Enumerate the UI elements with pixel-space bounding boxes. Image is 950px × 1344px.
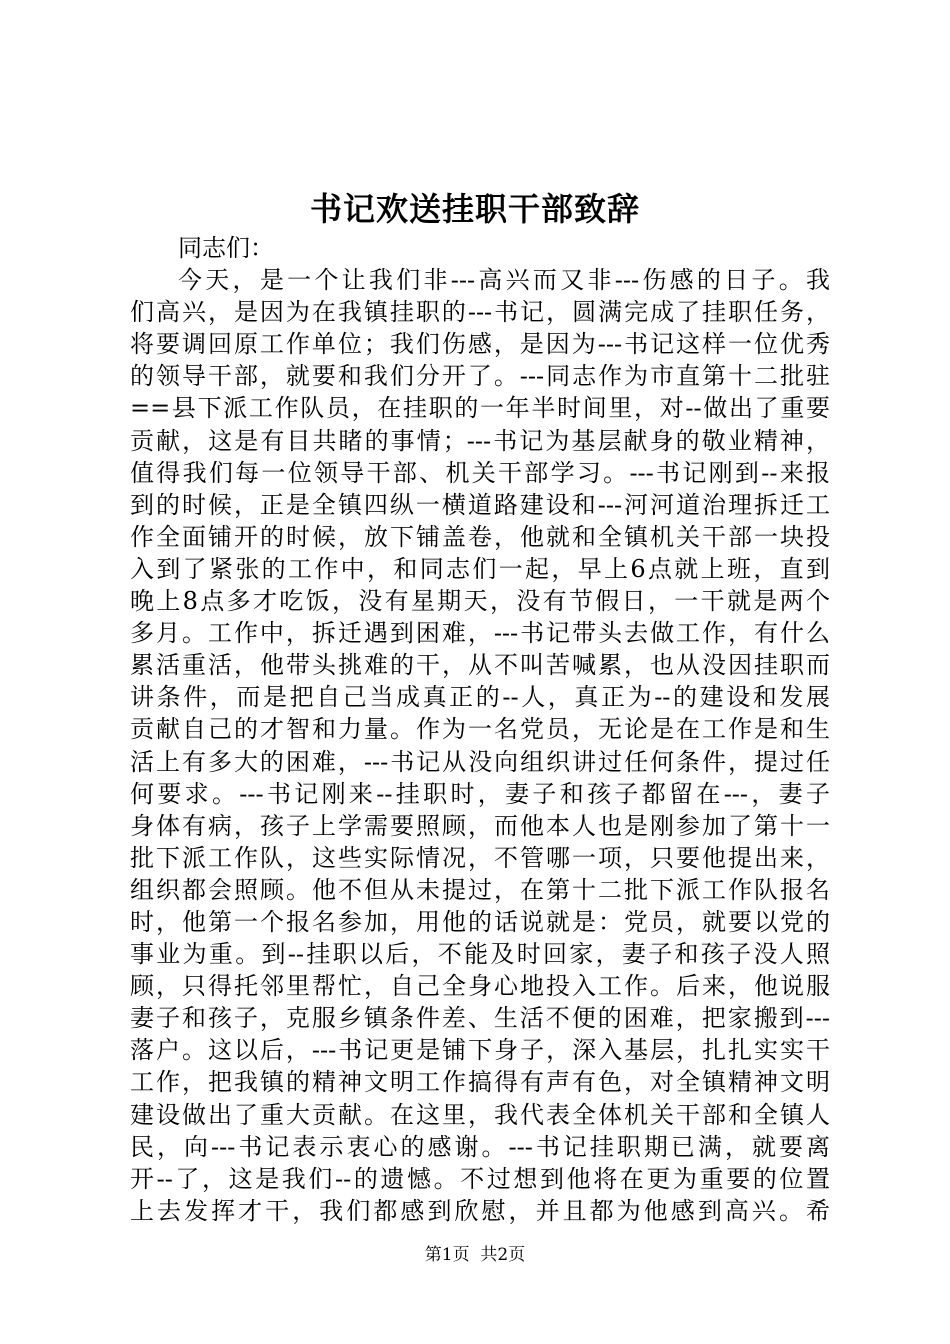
paragraph-line: 晚上8点多才吃饭，没有星期天，没有节假日，一干就是两个	[130, 587, 830, 616]
paragraph-line: 作全面铺开的时候，放下铺盖卷，他就和全镇机关干部一块投	[130, 522, 830, 551]
paragraph-line: 累活重活，他带头挑难的干，从不叫苦喊累，也从没因挂职而	[130, 651, 830, 680]
paragraph-line: 值得我们每一位领导干部、机关干部学习。---书记刚到--来报	[130, 458, 830, 487]
paragraph-line: 的领导干部，就要和我们分开了。---同志作为市直第十二批驻	[130, 362, 830, 391]
paragraph-line: 上去发挥才干，我们都感到欣慰，并且都为他感到高兴。希	[130, 1196, 830, 1225]
paragraph-line: 多月。工作中，拆迁遇到困难，---书记带头去做工作，有什么	[130, 619, 830, 648]
paragraph-line: 贡献自己的才智和力量。作为一名党员，无论是在工作是和生	[130, 715, 830, 744]
paragraph-line: 活上有多大的困难，---书记从没向组织讲过任何条件，提过任	[130, 747, 830, 776]
paragraph-line: 到的时候，正是全镇四纵一横道路建设和---河河道治理拆迁工	[130, 490, 830, 519]
paragraph-line: 事业为重。到--挂职以后，不能及时回家，妻子和孩子没人照	[130, 940, 830, 969]
paragraph-line: 顾，只得托邻里帮忙，自己全身心地投入工作。后来，他说服	[130, 972, 830, 1001]
paragraph-line: 们高兴，是因为在我镇挂职的---书记，圆满完成了挂职任务，	[130, 298, 830, 327]
paragraph-line: 批下派工作队，这些实际情况，不管哪一项，只要他提出来，	[130, 843, 830, 872]
paragraph-line: 将要调回原工作单位；我们伤感，是因为---书记这样一位优秀	[130, 330, 830, 359]
paragraph-line: ==县下派工作队员，在挂职的一年半时间里，对--做出了重要	[130, 394, 830, 423]
paragraph-line: 建设做出了重大贡献。在这里，我代表全体机关干部和全镇人	[130, 1100, 830, 1129]
paragraph-line: 工作，把我镇的精神文明工作搞得有声有色，对全镇精神文明	[130, 1068, 830, 1097]
salutation-line: 同志们：	[178, 234, 274, 262]
paragraph-line: 入到了紧张的工作中，和同志们一起，早上6点就上班，直到	[130, 554, 830, 583]
paragraph-line: 妻子和孩子，克服乡镇条件差、生活不便的困难，把家搬到---	[130, 1004, 830, 1033]
page-number-label: 第1页 共2页	[424, 1245, 526, 1265]
paragraph-line: 落户。这以后，---书记更是铺下身子，深入基层，扎扎实实干	[130, 1036, 830, 1065]
paragraph-line: 讲条件，而是把自己当成真正的--人，真正为--的建设和发展	[130, 683, 830, 712]
paragraph-line: 贡献，这是有目共睹的事情；---书记为基层献身的敬业精神，	[130, 426, 830, 455]
paragraph-line: 时，他第一个报名参加，用他的话说就是：党员，就要以党的	[130, 907, 830, 936]
paragraph-line: 开--了，这是我们--的遗憾。不过想到他将在更为重要的位置	[130, 1164, 830, 1193]
paragraph-line: 组织都会照顾。他不但从未提过，在第十二批下派工作队报名	[130, 875, 830, 904]
paragraph-line: 民，向---书记表示衷心的感谢。---书记挂职期已满，就要离	[130, 1132, 830, 1161]
page-footer	[0, 1243, 950, 1267]
paragraph-line: 何要求。---书记刚来--挂职时，妻子和孩子都留在---，妻子	[130, 779, 830, 808]
paragraph-line: 今天，是一个让我们非---高兴而又非---伤感的日子。我	[178, 266, 830, 295]
document-body	[130, 232, 830, 1227]
paragraph-line: 身体有病，孩子上学需要照顾，而他本人也是刚参加了第十一	[130, 811, 830, 840]
document-title: 书记欢送挂职干部致辞	[309, 190, 640, 228]
